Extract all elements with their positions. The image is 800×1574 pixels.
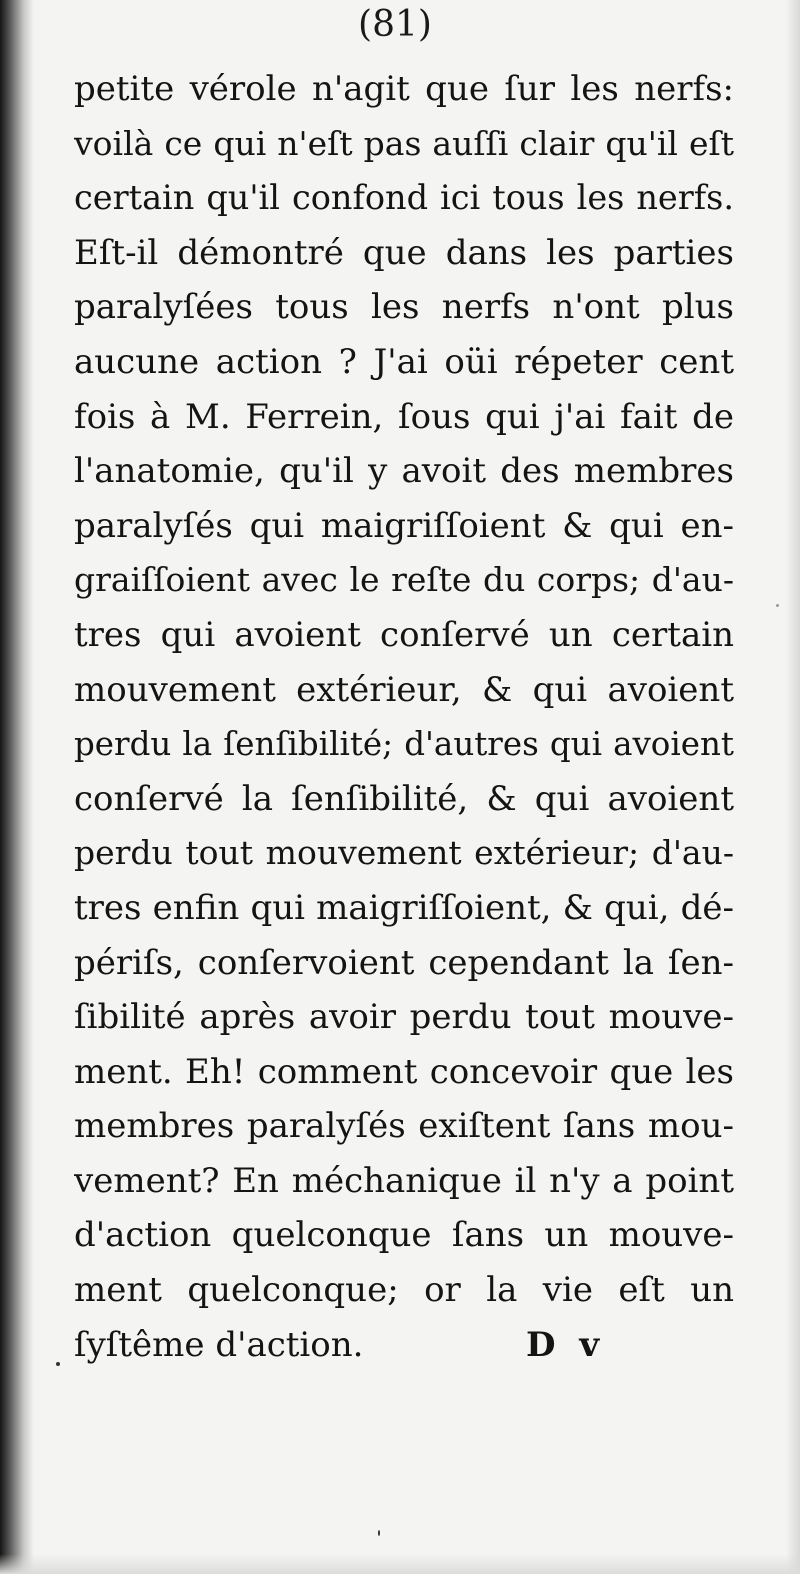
text-line: paralyſées tous les nerfs n'ont plus [74, 287, 734, 328]
text-line: graiſſoient avec le reſte du corps; d'au- [74, 560, 734, 600]
text-line: vement? En méchanique il n'y a point [74, 1160, 734, 1201]
text-line: fois à M. Ferrein, ſous qui j'ai fait de [74, 396, 734, 437]
text-line: Eſt-il démontré que dans les parties [74, 232, 734, 273]
page-number: (81) [358, 4, 432, 45]
text-line: périſs, conſervoient cependant la ſen- [74, 942, 734, 983]
text-line: ſibilité après avoir perdu tout mouve- [74, 997, 734, 1038]
page-gutter-shadow [0, 0, 34, 1574]
text-line: tres enfin qui maigriſſoient, & qui, dé- [74, 887, 734, 928]
text-line-last [74, 1318, 734, 1373]
text-line: aucune action ? J'ai oüi répeter cent [74, 341, 734, 382]
last-line-text: ſyſtême d'action. [74, 1324, 364, 1365]
text-line: perdu tout mouvement extérieur; d'au- [74, 833, 734, 873]
text-line: paralyſés qui maigriſſoient & qui en- [74, 505, 734, 546]
ink-speck [56, 1362, 60, 1366]
text-line: tres qui avoient conſervé un certain [74, 614, 734, 655]
text-line: voilà ce qui n'eſt pas auſſi clair qu'il eſt [74, 123, 734, 163]
text-line: petite vérole n'agit que ſur les nerfs: [74, 69, 734, 109]
signature-mark: D v [526, 1324, 606, 1365]
ink-speck [378, 1530, 380, 1536]
page-bottom-shadow [0, 1554, 800, 1574]
page-body-text [74, 62, 734, 1372]
ink-speck [776, 604, 779, 607]
text-line: d'action quelconque ſans un mouve- [74, 1215, 734, 1256]
text-line: l'anatomie, qu'il y avoit des membres [74, 451, 734, 492]
text-line: conſervé la ſenſibilité, & qui avoient [74, 778, 734, 819]
text-line: ment. Eh! comment concevoir que les [74, 1051, 734, 1092]
page-edge-shadow [786, 0, 800, 1574]
text-line: perdu la ſenſibilité; d'autres qui avoient [74, 725, 734, 764]
text-line: mouvement extérieur, & qui avoient [74, 669, 734, 710]
text-line: certain qu'il confond ici tous les nerfs. [74, 178, 734, 218]
text-line: membres paralyſés exiſtent ſans mou- [74, 1106, 734, 1147]
text-line: ment quelconque; or la vie eſt un [74, 1270, 734, 1311]
